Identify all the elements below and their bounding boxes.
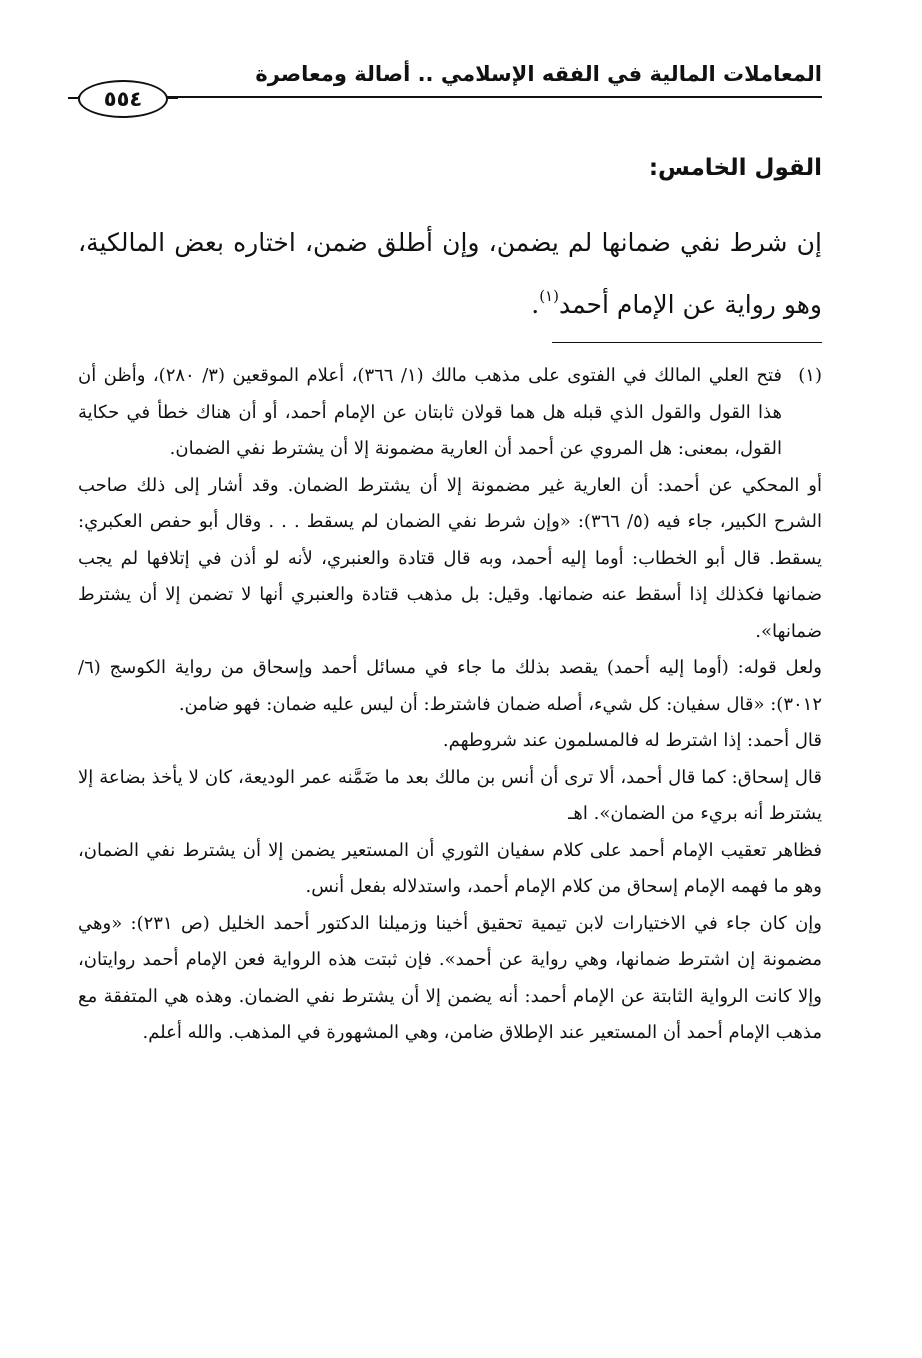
footnote-paragraph: أو المحكي عن أحمد: أن العارية غير مضمونة إلا أن يشترط الضمان. وقد أشار إلى ذلك صاحب الشرح الكبير، جاء فيه (٥/ ٣٦٦): «وإن شرط نفي الضمان لم يسقط . . . وقال أبو حفص العكبري: يسقط. قال أبو الخطاب: أوما إليه أحمد، وبه قال قتادة والعنبري، لأنه لو أذن في إتلافها لم يجب ضمانها فكذلك إذا أسقط عنه ضمانها. وقيل: بل مذهب قتادة والعنبري أنها لا تضمن إلا أن يشترط ضمانها». bbox=[78, 474, 822, 642]
footnote-paragraph: فظاهر تعقيب الإمام أحمد على كلام سفيان الثوري أن المستعير يضمن إلا أن يشترط نفي الضمان، وهو ما فهمه الإمام إسحاق من كلام الإمام أحمد، واستدلاله بفعل أنس. bbox=[78, 839, 822, 897]
footnote-marker: (١) bbox=[798, 365, 822, 386]
running-title: المعاملات المالية في الفقه الإسلامي .. أصالة ومعاصرة bbox=[255, 62, 822, 86]
footnote-paragraph: ولعل قوله: (أوما إليه أحمد) يقصد بذلك ما جاء في مسائل أحمد وإسحاق من رواية الكوسج (٦/ ٣٠١٢): «قال سفيان: كل شيء، أصله ضمان فاشترط: أن ليس عليه ضمان: فهو ضامن. bbox=[78, 657, 822, 715]
footnote-paragraph bbox=[78, 358, 822, 468]
footnote-paragraph: قال أحمد: إذا اشترط له فالمسلمون عند شروطهم. bbox=[442, 730, 822, 751]
header-rule bbox=[78, 96, 822, 98]
footnote-paragraph: قال إسحاق: كما قال أحمد، ألا ترى أن أنس بن مالك بعد ما ضَمَّنه عمر الوديعة، كان لا يأخذ بضاعة إلا يشترط أنه بريء من الضمان». اهـ bbox=[78, 766, 822, 824]
section-heading: القول الخامس: bbox=[648, 155, 822, 181]
footnote-separator bbox=[552, 342, 822, 343]
book-page bbox=[78, 58, 822, 1318]
footnote-text: فتح العلي المالك في الفتوى على مذهب مالك (١/ ٣٦٦)، أعلام الموقعين (٣/ ٢٨٠)، وأظن أن هذا القول والقول الذي قبله هل هما قولان ثابتان عن الإمام أحمد، أو أن هناك خطأ في حكاية القول، بمعنى: هل المروي عن أحمد أن العارية مضمونة إلا أن يشترط نفي الضمان. bbox=[78, 365, 782, 459]
main-body-text: إن شرط نفي ضمانها لم يضمن، وإن أطلق ضمن، اختاره بعض المالكية، وهو رواية عن الإمام أحمد bbox=[78, 228, 822, 319]
footnote-reference[interactable]: (١) bbox=[539, 287, 559, 305]
main-paragraph bbox=[78, 212, 822, 336]
page-number-badge: ٥٥٤ bbox=[78, 80, 168, 118]
main-body-end: . bbox=[531, 290, 540, 319]
footnotes bbox=[78, 358, 822, 1052]
footnote-paragraph: وإن كان جاء في الاختيارات لابن تيمية تحقيق أخينا وزميلنا الدكتور أحمد الخليل (ص ٢٣١): «وهي مضمونة إن اشترط ضمانها، وهي رواية عن أحمد». فإن ثبتت هذه الرواية فعن الإمام أحمد روايتان، وإلا كانت الرواية الثابتة عن الإمام أحمد: أنه يضمن إلا أن يشترط نفي الضمان. وهذه هي المتفقة مع مذهب الإمام أحمد أن المستعير عند الإطلاق ضامن، وهي المشهورة في المذهب. والله أعلم. bbox=[78, 912, 822, 1043]
